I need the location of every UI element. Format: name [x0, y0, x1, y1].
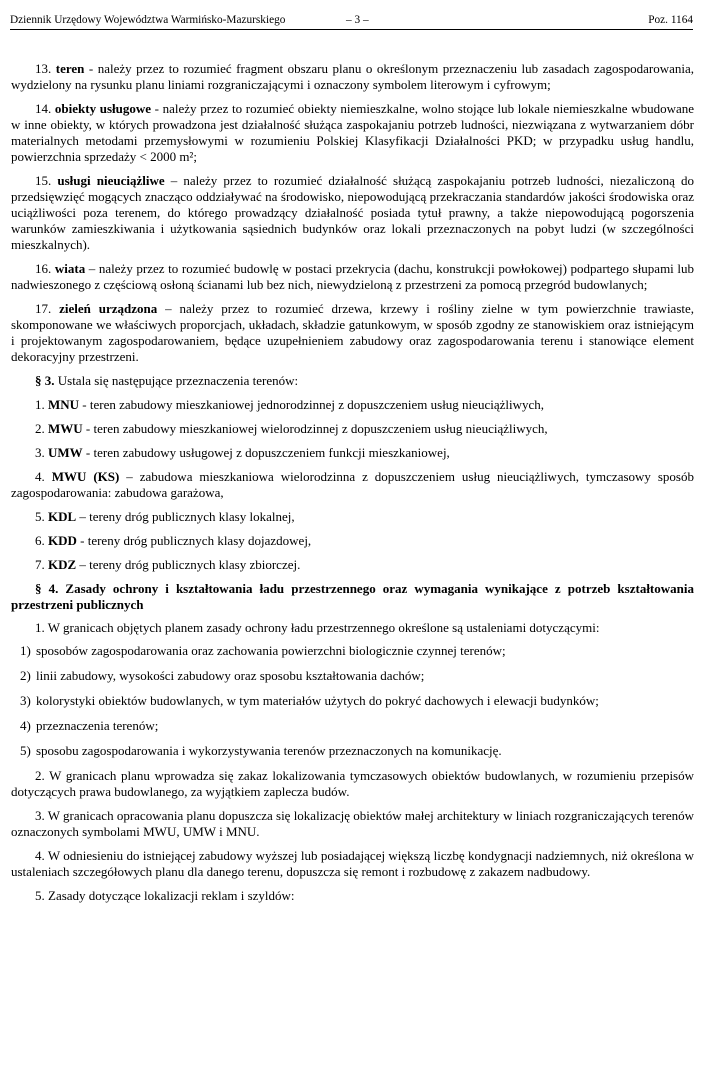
list-item [11, 693, 694, 709]
section-label: § 3. [35, 373, 55, 388]
definition-text: - należy przez to rozumieć obiekty niemieszkalne, wolno stojące lub lokale niemieszkalne wbudowane w inne obiekty, w których prowadzona jest działalność służąca zaspokajaniu potrzeb ludności, niezwiązana z wytwarzaniem dóbr materialnych metodami przemysłowymi w rozumieniu Polskiej Klasyfikacji Działalności PKD; w przypadku usług handlu, powierzchnia sprzedaży < 2000 m²; [11, 101, 695, 164]
definition-17 [11, 301, 694, 365]
definition-13 [11, 61, 694, 93]
zone-code: KDD [48, 533, 77, 548]
section-3-heading [11, 373, 694, 389]
definition-text: – należy przez to rozumieć drzewa, krzewy i rośliny zielne w tym powierzchnie trawiaste, skomponowane we właściwych proporcjach, układach, składzie gatunkowym, w sposób zgodny ze stanowiskiem oraz istniejącym i projektowanym zagospodarowaniem, będące uzupełnieniem zabudowy oraz zagospodarowania terenu i stanowiące element dekoracyjny przestrzeni. [11, 301, 695, 364]
section-4-paragraph-4: 4. W odniesieniu do istniejącej zabudowy wyższej lub posiadającej większą liczbę kondygnacji nadziemnych, niż określona w ustaleniach szczegółowych planu dla danego terenu, dopuszcza się remont i rozbudowę z zakazem nadbudowy. [11, 848, 694, 879]
zone-number: 1. [35, 397, 45, 412]
section-4-paragraph-1: 1. W granicach objętych planem zasady ochrony ładu przestrzennego określone są ustaleniami dotyczącymi: [35, 620, 600, 635]
section-title: § 4. Zasady ochrony i kształtowania ładu przestrzennego oraz wymagania wynikające z potrzeb kształtowania przestrzeni publicznych [11, 581, 694, 612]
zone-text: – zabudowa mieszkaniowa wielorodzinna z dopuszczeniem usług nieuciążliwych, tymczasowy sposób zagospodarowania: zabudowa garażowa, [11, 469, 694, 500]
section-4-heading [11, 581, 694, 613]
list-item [11, 743, 694, 759]
list-number: 1) [20, 643, 31, 658]
zone-item [11, 509, 694, 525]
list-text: kolorystyki obiektów budowlanych, w tym materiałów użytych do pokryć dachowych i elewacji budynków; [36, 693, 599, 708]
definition-text: - należy przez to rozumieć fragment obszaru planu o określonym przeznaczeniu lub zasadach zagospodarowania, wydzielony na rysunku planu liniami rozgraniczającymi i oznaczony symbolem literowym i cyfrowym; [11, 61, 695, 92]
definition-term: zieleń urządzona [59, 301, 158, 316]
zone-text: - teren zabudowy mieszkaniowej jednorodzinnej z dopuszczeniem usług nieuciążliwych, [79, 397, 544, 412]
zone-item [11, 557, 694, 573]
zone-text: - teren zabudowy mieszkaniowej wielorodzinnej z dopuszczeniem usług nieuciążliwych, [82, 421, 548, 436]
definition-14 [11, 101, 694, 165]
zone-text: – tereny dróg publicznych klasy zbiorczej. [76, 557, 301, 572]
definition-term: usługi nieuciążliwe [57, 173, 165, 188]
zone-text: - tereny dróg publicznych klasy dojazdowej, [76, 533, 312, 548]
definition-text: – należy przez to rozumieć budowlę w postaci przekrycia (dachu, konstrukcji powłokowej) podpartego słupami lub nadwieszonego z częściową osłoną ścianami lub bez nich, niewydzieloną z przestrzeni za pomocą przegród budowlanych; [11, 261, 695, 292]
definition-16 [11, 261, 694, 293]
zone-code: KDL [48, 509, 77, 524]
list-item [11, 668, 694, 684]
definition-term: obiekty usługowe [54, 101, 152, 116]
journal-title: Dziennik Urzędowy Województwa Warmińsko-Mazurskiego [10, 14, 286, 26]
zone-item [11, 469, 694, 501]
zone-code: MWU [48, 421, 83, 436]
definition-number: 17. [35, 301, 52, 316]
zone-number: 7. [35, 557, 45, 572]
zone-number: 3. [35, 445, 45, 460]
list-text: linii zabudowy, wysokości zabudowy oraz sposobu kształtowania dachów; [36, 668, 425, 683]
list-text: przeznaczenia terenów; [36, 718, 159, 733]
section-4-paragraph-3: 3. W granicach opracowania planu dopuszcza się lokalizację obiektów małej architektury w liniach rozgraniczających terenów oznaczonych symbolami MWU, UMW i MNU. [11, 808, 694, 839]
zone-code: UMW [48, 445, 83, 460]
list-text: sposobu zagospodarowania i wykorzystywania terenów przeznaczonych na komunikację. [36, 743, 502, 758]
zone-code: KDZ [48, 557, 77, 572]
list-number: 3) [20, 693, 31, 708]
zone-item [11, 421, 694, 437]
zone-item [11, 445, 694, 461]
section-4-paragraph-2: 2. W granicach planu wprowadza się zakaz lokalizowania tymczasowych obiektów budowlanych, w rozumieniu przepisów dotyczących prawa budowlanego, za wyjątkiem zaplecza budów. [11, 768, 694, 799]
definition-number: 13. [35, 61, 52, 76]
zone-text: – tereny dróg publicznych klasy lokalnej, [76, 509, 295, 524]
zone-number: 6. [35, 533, 45, 548]
list-number: 4) [20, 718, 31, 733]
list-item [11, 718, 694, 734]
document-body [11, 61, 694, 912]
definition-number: 15. [35, 173, 52, 188]
list-text: sposobów zagospodarowania oraz zachowania powierzchni biologicznie czynnej terenów; [36, 643, 506, 658]
list-item [11, 643, 694, 659]
zone-code: MWU (KS) [51, 469, 120, 484]
zone-text: - teren zabudowy usługowej z dopuszczeniem funkcji mieszkaniowej, [82, 445, 450, 460]
definition-text: – należy przez to rozumieć działalność służącą zaspokajaniu potrzeb ludności, niezaliczoną do przedsięwzięć mogących znacząco oddziaływać na środowisko, niepowodującą przekraczania standardów jakości środowiska oraz uciążliwości poza terenem, do którego prowadzący działalność posiada tytuł prawny, a także niepowodującą pogorszenia warunków zamieszkiwania i użytkowania sąsiednich budynków oraz lokali przeznaczonych na pobyt ludzi (w szczególności mieszkalnych). [11, 173, 694, 252]
definition-15 [11, 173, 694, 253]
section-4-paragraph-5: 5. Zasady dotyczące lokalizacji reklam i szyldów: [35, 888, 295, 903]
definition-term: teren [55, 61, 85, 76]
zone-item [11, 533, 694, 549]
list-number: 5) [20, 743, 31, 758]
page-header [10, 13, 693, 30]
definition-number: 16. [35, 261, 52, 276]
definition-term: wiata [54, 261, 86, 276]
zone-item [11, 397, 694, 413]
definition-number: 14. [35, 101, 52, 116]
zone-number: 2. [35, 421, 45, 436]
zone-number: 4. [35, 469, 45, 484]
zone-code: MNU [48, 397, 80, 412]
page-number: – 3 – [346, 14, 369, 26]
zone-number: 5. [35, 509, 45, 524]
section-text: Ustala się następujące przeznaczenia terenów: [54, 373, 299, 388]
position-number: Poz. 1164 [648, 14, 693, 26]
list-number: 2) [20, 668, 31, 683]
